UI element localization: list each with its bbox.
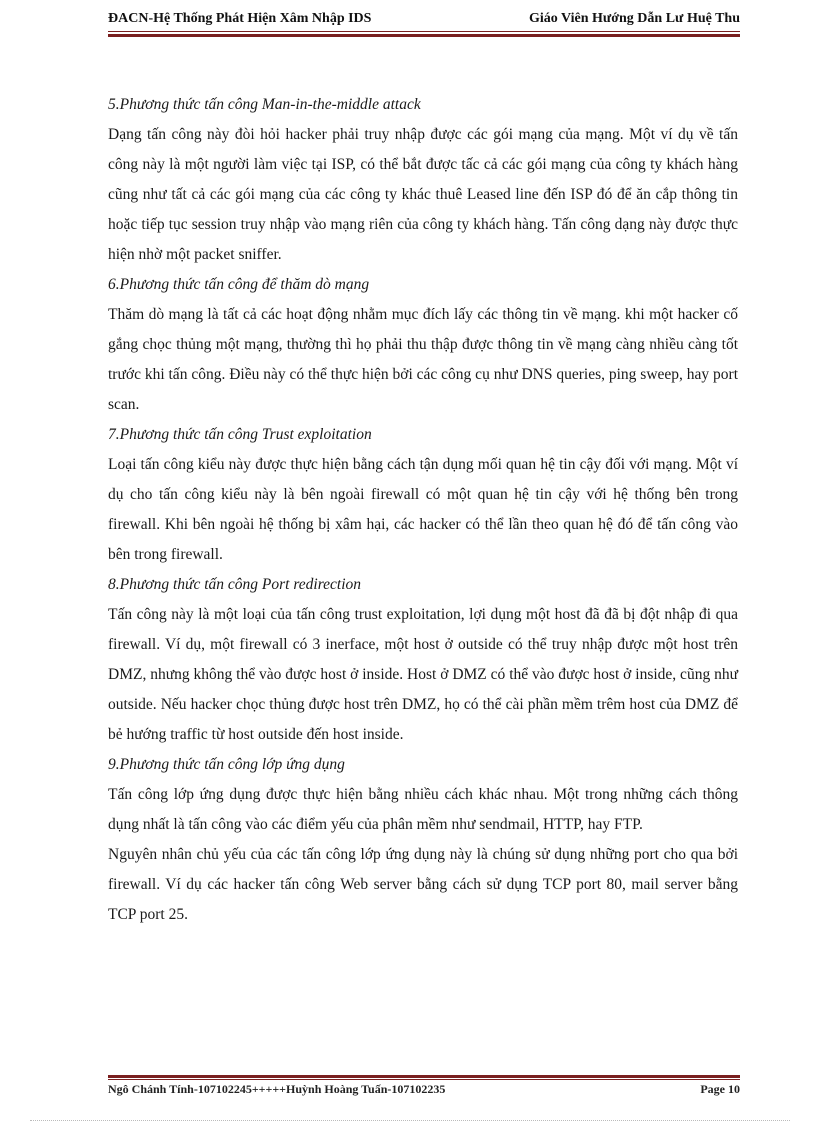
footer-rule-top (108, 1075, 740, 1078)
page-number: Page 10 (700, 1082, 740, 1096)
section-8 (108, 570, 738, 750)
paragraph: Nguyên nhân chủ yếu của các tấn công lớp ứng dụng này là chúng sử dụng những port cho qua bởi firewall. Ví dụ các hacker tấn công Web server bằng cách sử dụng TCP port 80, mail server bằng TCP port 25. (108, 846, 738, 923)
section-heading: 5.Phương thức tấn công Man-in-the-middle attack (108, 96, 421, 113)
header-rule-top (108, 31, 740, 32)
paragraph: Thăm dò mạng là tất cả các hoạt động nhằm mục đích lấy các thông tin về mạng. khi một hacker cố gắng chọc thủng một mạng, thường thì họ phải thu thập được thông tin về mạng càng nhiều càng tốt trước khi tấn công. Điều này có thể thực hiện bởi các công cụ như DNS queries, ping sweep, hay port scan. (108, 306, 738, 413)
section-9 (108, 750, 738, 930)
paragraph: Dạng tấn công này đòi hỏi hacker phải truy nhập được các gói mạng của mạng. Một ví dụ về tấn công này là một người làm việc tại ISP, có thể bắt được tấc cả các gói mạng của công ty khách hàng cũng như tất cả các gói mạng của các công ty khác thuê Leased line đến ISP đó để ăn cắp thông tin hoặc tiếp tục session truy nhập vào mạng riên của công ty khách hàng. Tấn công dạng này được thực hiện nhờ một packet sniffer. (108, 126, 738, 263)
header-title: ĐACN-Hệ Thống Phát Hiện Xâm Nhập IDS (108, 11, 372, 26)
section-heading: 7.Phương thức tấn công Trust exploitation (108, 426, 372, 443)
footer-rule-bottom (108, 1079, 740, 1080)
section-heading: 9.Phương thức tấn công lớp ứng dụng (108, 756, 345, 773)
page-header (108, 11, 740, 31)
section-5 (108, 90, 738, 270)
header-rule-bottom (108, 34, 740, 37)
section-6 (108, 270, 738, 420)
paragraph: Tấn công lớp ứng dụng được thực hiện bằng nhiều cách khác nhau. Một trong những cách thông dụng nhất là tấn công vào các điểm yếu của phân mềm như sendmail, HTTP, hay FTP. (108, 786, 738, 833)
section-7 (108, 420, 738, 570)
section-heading: 8.Phương thức tấn công Port redirection (108, 576, 362, 593)
paragraph: Tấn công này là một loại của tấn công trust exploitation, lợi dụng một host đã đã bị đột nhập đi qua firewall. Ví dụ, một firewall có 3 inerface, một host ở outside có thể truy nhập được một host trên DMZ, nhưng không thể vào được host ở inside. Host ở DMZ có thể vào được host ở inside, cũng như outside. Nếu hacker chọc thủng được host trên DMZ, họ có thể cài phần mềm trêm host của DMZ để bẻ hướng traffic từ host outside đến host inside. (108, 606, 738, 743)
header-instructor: Giáo Viên Hướng Dẫn Lư Huệ Thu (528, 11, 740, 26)
footer-authors: Ngô Chánh Tính-107102245+++++Huỳnh Hoàng Tuấn-107102235 (108, 1082, 446, 1096)
page-footer (108, 1082, 740, 1100)
section-heading: 6.Phương thức tấn công để thăm dò mạng (108, 276, 370, 293)
page-break-line (30, 1120, 790, 1121)
document-body (108, 90, 738, 930)
paragraph: Loại tấn công kiểu này được thực hiện bằng cách tận dụng mối quan hệ tin cậy đối với mạng. Một ví dụ cho tấn công kiểu này là bên ngoài firewall có một quan hệ tin cậy với hệ thống bên trong firewall. Khi bên ngoài hệ thống bị xâm hại, các hacker có thể lần theo quan hệ đó để tấn công vào bên trong firewall. (108, 456, 738, 563)
